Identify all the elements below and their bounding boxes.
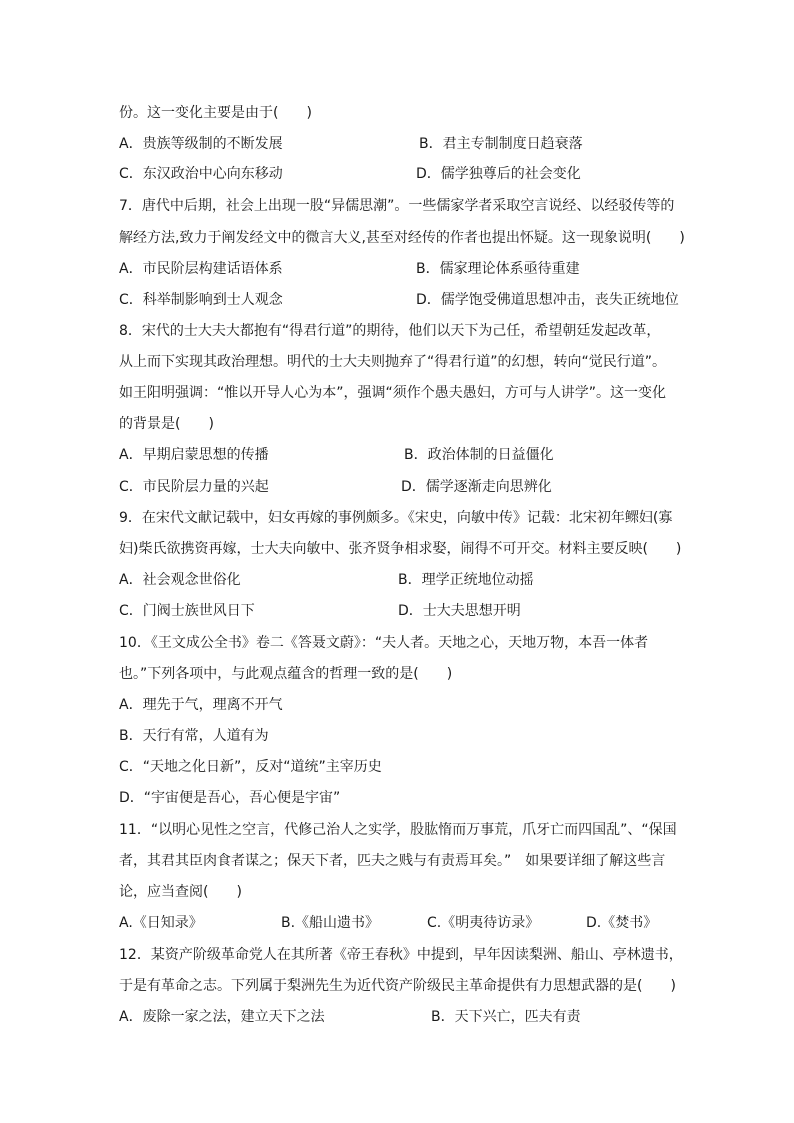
q7-option-b: B．儒家理论体系亟待重建	[416, 261, 580, 277]
q7-option-d: D．儒学饱受佛道思想冲击，丧失正统地位	[416, 292, 679, 308]
q10-option-b: B．天行有常，人道有为	[119, 728, 269, 744]
q10-option-c: C．“天地之化日新”，反对“道统”主宰历史	[119, 759, 382, 775]
q10-option-d: D．“宇宙便是吾心，吾心便是宇宙”	[119, 790, 341, 806]
q8-option-c: C．市民阶层力量的兴起	[119, 479, 269, 495]
q11-stem-line3: 论，应当查阅( )	[119, 884, 242, 900]
q9-option-d: D．士大夫思想开明	[398, 603, 521, 619]
q8-stem-line4: 的背景是( )	[119, 416, 214, 432]
q6-stem-tail: 份。这一变化主要是由于( )	[119, 105, 312, 121]
q7-stem-line1: 7．唐代中后期，社会上出现一股“异儒思潮”。一些儒家学者采取空言说经、以经驳传等的	[119, 198, 675, 214]
q7-option-c: C．科举制影响到士人观念	[119, 292, 283, 308]
q9-stem-line1: 9．在宋代文献记载中，妇女再嫁的事例颇多。《宋史，向敏中传》记载：北宋初年鳏妇(寡	[119, 510, 673, 526]
q11-option-d: D.《焚书》	[586, 915, 658, 931]
q10-stem-line2: 也。”下列各项中，与此观点蕴含的哲理一致的是( )	[119, 666, 453, 682]
q12-option-b: B．天下兴亡，匹夫有责	[431, 1009, 581, 1025]
q9-stem-line2: 妇)柴氏欲携资再嫁，士大夫向敏中、张齐贤争相求娶，闹得不可开交。材料主要反映( )	[119, 541, 682, 557]
q11-option-b: B.《船山遗书》	[281, 915, 380, 931]
q6-option-d: D．儒学独尊后的社会变化	[416, 166, 581, 182]
q11-option-c: C.《明夷待访录》	[427, 915, 540, 931]
q7-stem-line2: 解经方法,致力于阐发经文中的微言大义,甚至对经传的作者也提出怀疑。这一现象说明( )	[119, 230, 685, 246]
q11-stem-line2: 者，其君其臣肉食者谋之；保天下者，匹夫之贱与有责焉耳矣。” 如果要详细了解这些言	[119, 853, 666, 869]
q12-stem-line2: 于是有革命之志。下列属于梨洲先生为近代资产阶级民主革命提供有力思想武器的是( )	[119, 978, 676, 994]
q9-option-b: B．理学正统地位动摇	[398, 572, 534, 588]
q10-option-a: A．理先于气，理离不开气	[119, 697, 283, 713]
q10-stem-line1: 10．《王文成公全书》卷二《答聂文蔚》：“夫人者。天地之心，天地万物，本吾一体者	[119, 635, 649, 651]
q6-option-c: C．东汉政治中心向东移动	[119, 166, 283, 182]
q7-option-a: A．市民阶层构建话语体系	[119, 261, 283, 277]
q6-option-a: A．贵族等级制的不断发展	[119, 136, 283, 152]
q8-stem-line3: 如王阳明强调：“惟以开导人心为本”，强调“须作个愚夫愚妇，方可与人讲学”。这一变化	[119, 385, 667, 401]
q12-stem-line1: 12．某资产阶级革命党人在其所著《帝王春秋》中提到，早年因读梨洲、船山、亭林遗书，	[119, 947, 683, 963]
q11-option-a: A.《日知录》	[119, 915, 203, 931]
q8-option-a: A．早期启蒙思想的传播	[119, 447, 269, 463]
q9-option-c: C．门阀士族世风日下	[119, 603, 255, 619]
q9-option-a: A．社会观念世俗化	[119, 572, 241, 588]
q6-option-b: B．君主专制制度日趋衰落	[419, 136, 583, 152]
q8-stem-line1: 8．宋代的士大夫大都抱有“得君行道”的期待，他们以天下为己任，希望朝廷发起改革，	[119, 323, 661, 339]
q12-option-a: A．废除一家之法，建立天下之法	[119, 1009, 325, 1025]
q11-stem-line1: 11．“以明心见性之空言，代修己治人之实学，股肱惰而万事荒，爪牙亡而四国乱”、“保国	[119, 822, 677, 838]
q8-option-b: B．政治体制的日益僵化	[404, 447, 554, 463]
q8-stem-line2: 从上而下实现其政治理想。明代的士大夫则抛弃了“得君行道”的幻想，转向“觉民行道”。	[119, 354, 667, 370]
q8-option-d: D．儒学逐渐走向思辨化	[401, 479, 552, 495]
